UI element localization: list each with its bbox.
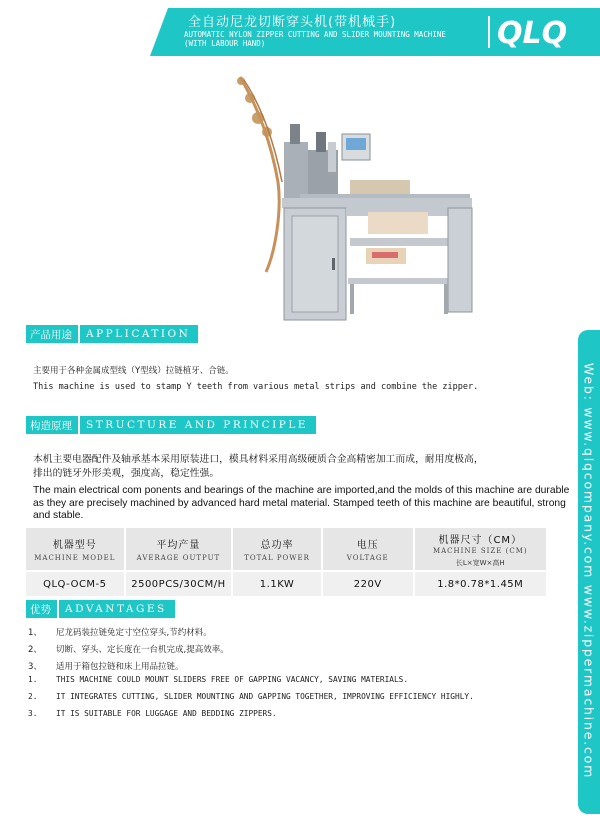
spec-value-output: 2500PCS/30CM/H	[126, 572, 232, 596]
spec-value-model: QLQ-OCM-5	[26, 572, 124, 596]
spec-header-model: 机器型号 MACHINE MODEL	[26, 528, 124, 570]
spec-value-voltage: 220V	[323, 572, 413, 596]
structure-text-cn-line1: 本机主要电器配件及轴承基本采用原装进口，模具材料采用高级硬质合金高精密加工而成，耐用度极高，	[33, 454, 484, 465]
spec-header-size: 机器尺寸（CM） MACHINE SIZE (CM) 长L×宽W×高H	[415, 528, 546, 570]
advantage-en-1: 1. THIS MACHINE COULD MOUNT SLIDERS FREE OF GAPPING VACANCY, SAVING MATERIALS.	[28, 675, 409, 684]
spec-value-power: 1.1KW	[233, 572, 321, 596]
structure-label-cn: 构造原理	[26, 416, 80, 434]
advantage-cn-3: 3、 适用于箱包拉链和床上用品拉链。	[28, 662, 184, 672]
title-en	[184, 30, 484, 48]
spec-value-row	[26, 572, 548, 596]
structure-text-cn	[33, 453, 553, 481]
spec-table	[26, 528, 548, 596]
title-cn: 全自动尼龙切断穿头机(带机械手)	[188, 15, 397, 30]
machine-photo	[200, 62, 480, 324]
advantage-cn-2: 2、 切断、穿头、定长度在一台机完成,提高效率。	[28, 645, 229, 655]
website-text: Web: www.qlqcompany.com www.zippermachine.com	[581, 362, 597, 780]
structure-heading	[26, 416, 316, 434]
application-label-cn: 产品用途	[26, 325, 80, 343]
application-text-en: This machine is used to stamp Y teeth from various metal strips and combine the zipper.	[33, 382, 479, 392]
advantage-en-2: 2. IT INTEGRATES CUTTING, SLIDER MOUNTING AND GAPPING TOGETHER, IMPROVING EFFICIENCY HIGHLY.	[28, 692, 474, 701]
application-label-en: APPLICATION	[86, 328, 191, 340]
application-text-cn: 主要用于各种金属成型线（Y型线）拉链植牙、合链。	[33, 366, 234, 376]
spec-header-power: 总功率 TOTAL POWER	[233, 528, 321, 570]
title-en-line1: AUTOMATIC NYLON ZIPPER CUTTING AND SLIDER MOUNTING MACHINE	[184, 30, 446, 39]
logo-text: QLQ	[497, 16, 568, 51]
advantages-label-en: ADVANTAGES	[65, 603, 167, 615]
advantage-en-3: 3. IT IS SUITABLE FOR LUGGAGE AND BEDDING ZIPPERS.	[28, 709, 277, 718]
qlq-logo	[495, 13, 591, 53]
structure-label-en: STRUCTURE AND PRINCIPLE	[86, 419, 308, 431]
spec-header-row	[26, 528, 548, 570]
logo-separator	[488, 16, 490, 48]
application-heading	[26, 325, 198, 343]
structure-text-cn-line2: 排出的链牙外形美观，强度高，稳定性强。	[33, 468, 220, 479]
advantages-heading	[26, 600, 175, 618]
spec-value-size: 1.8*0.78*1.45M	[415, 572, 546, 596]
header-cut	[150, 8, 168, 56]
structure-text-en: The main electrical com ponents and bearings of the machine are imported,and the molds of this machine are durable as they are precisely machined by advanced hard metal material. Stamped teeth of this machine are beautiful, strong and stable.	[33, 485, 570, 521]
spec-header-output: 平均产量 AVERAGE OUTPUT	[126, 528, 232, 570]
spec-header-voltage: 电压 VOLTAGE	[323, 528, 413, 570]
advantages-label-cn: 优势	[26, 600, 59, 618]
advantage-cn-1: 1、 尼龙码装拉链免定寸空位穿头,节约材料。	[28, 628, 212, 638]
title-en-line2: (WITH LABOUR HAND)	[184, 39, 266, 48]
